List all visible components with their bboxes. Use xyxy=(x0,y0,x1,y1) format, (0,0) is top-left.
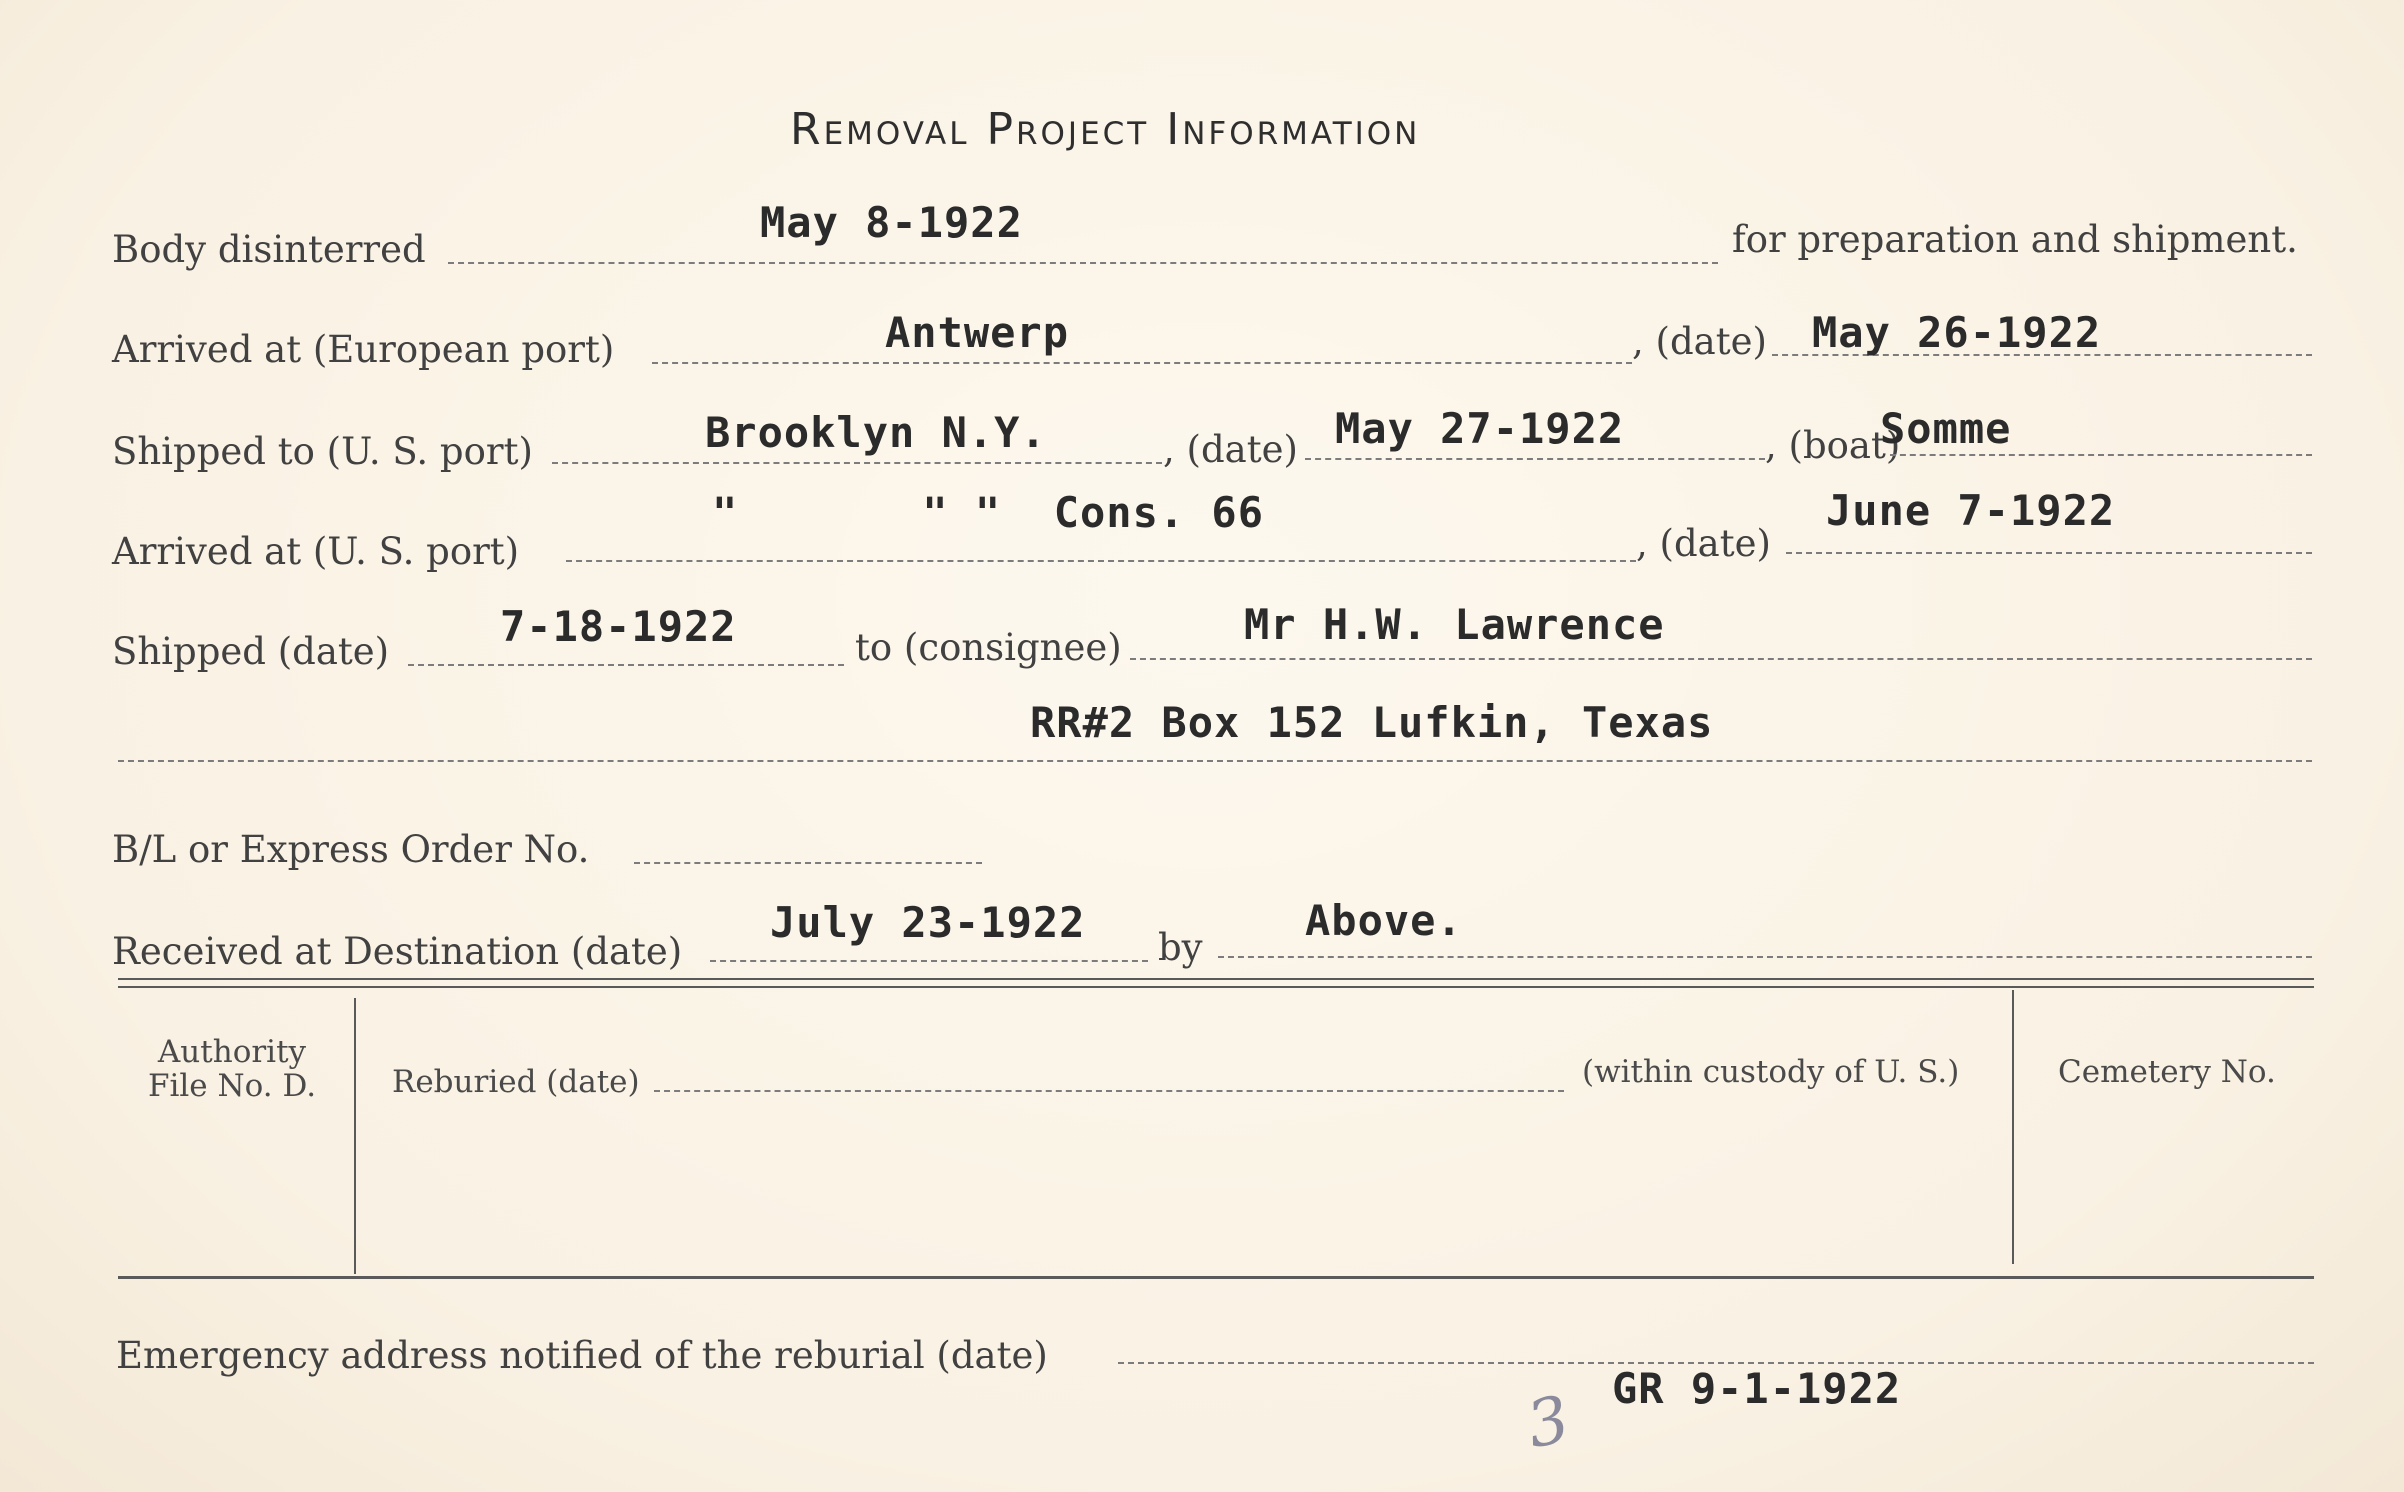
boat-line xyxy=(1890,454,2312,456)
shipped-date-label: Shipped (date) xyxy=(112,630,390,673)
bl-express-order-line xyxy=(634,862,982,864)
authority-label: Authority xyxy=(157,1034,307,1070)
boat-value: Somme xyxy=(1880,404,2012,453)
custody-label: (within custody of U. S.) xyxy=(1582,1054,1960,1090)
arrived-us-date-value: June 7-1922 xyxy=(1826,486,2116,535)
emergency-address-label: Emergency address notified of the reburial (date) xyxy=(116,1334,1048,1377)
consignee-label: to (consignee) xyxy=(855,626,1122,669)
handwritten-mark: 3 xyxy=(1520,1382,1576,1464)
arrived-us-date-line xyxy=(1786,552,2312,554)
shipped-to-date-line xyxy=(1305,458,1765,460)
shipped-date-line xyxy=(408,664,844,666)
reburied-line xyxy=(654,1090,1564,1092)
arrived-us-port-value: " " " Cons. 66 xyxy=(712,488,1265,537)
lower-box-top-rule xyxy=(118,978,2314,980)
lower-box-top-rule-inner xyxy=(118,986,2314,988)
body-disinterred-line xyxy=(448,262,1718,264)
consignee-value: Mr H.W. Lawrence xyxy=(1244,600,1665,649)
shipped-to-date-value: May 27-1922 xyxy=(1335,404,1625,453)
authority-file-label: File No. D. xyxy=(147,1068,317,1104)
arrived-us-port-line xyxy=(566,560,1636,562)
gr-stamp: GR 9-1-1922 xyxy=(1612,1364,1902,1413)
received-destination-value: July 23-1922 xyxy=(770,898,1086,947)
authority-divider xyxy=(354,998,356,1274)
arrived-european-port-label: Arrived at (European port) xyxy=(112,328,615,371)
lower-box-bottom-rule xyxy=(118,1276,2314,1279)
received-destination-label: Received at Destination (date) xyxy=(112,930,683,973)
arrived-european-port-value: Antwerp xyxy=(885,308,1070,357)
arrived-european-date-label: , (date) xyxy=(1632,320,1767,363)
shipped-to-us-port-label: Shipped to (U. S. port) xyxy=(112,430,533,473)
reburied-label: Reburied (date) xyxy=(392,1064,640,1100)
shipped-to-date-label: , (date) xyxy=(1163,428,1298,471)
shipped-date-value: 7-18-1922 xyxy=(500,602,737,651)
body-disinterred-label: Body disinterred xyxy=(112,228,426,271)
shipped-to-us-port-line xyxy=(552,462,1162,464)
received-by-label: by xyxy=(1158,926,1203,969)
received-destination-line xyxy=(710,960,1148,962)
arrived-european-port-line xyxy=(652,362,1632,364)
consignee-line xyxy=(1130,658,2312,660)
shipped-to-us-port-value: Brooklyn N.Y. xyxy=(705,408,1047,457)
arrived-us-date-label: , (date) xyxy=(1636,522,1771,565)
cemetery-divider xyxy=(2012,990,2014,1264)
arrived-us-port-label: Arrived at (U. S. port) xyxy=(112,530,520,573)
consignee-address: RR#2 Box 152 Lufkin, Texas xyxy=(1030,698,1714,747)
received-by-line xyxy=(1218,956,2312,958)
body-disinterred-suffix: for preparation and shipment. xyxy=(1732,218,2298,261)
received-by-value: Above. xyxy=(1305,896,1463,945)
bl-express-order-label: B/L or Express Order No. xyxy=(112,828,590,871)
body-disinterred-value: May 8-1922 xyxy=(760,198,1023,247)
consignee-address-line xyxy=(118,760,2312,762)
page-title: Removal Project Information xyxy=(790,104,1421,155)
boat-label: , (boat) xyxy=(1765,424,1901,467)
cemetery-label: Cemetery No. xyxy=(2058,1054,2276,1090)
arrived-european-date-value: May 26-1922 xyxy=(1812,308,2102,357)
